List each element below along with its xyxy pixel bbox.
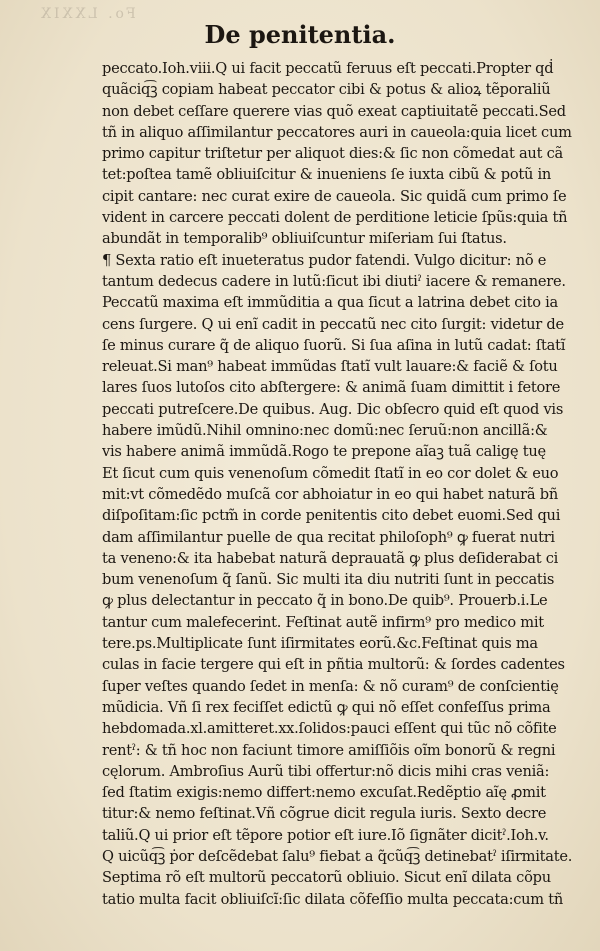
text-line: mit:vt cõmedẽdo muſcã cor abhoiatur in eo qui habet naturã bñ xyxy=(102,485,558,503)
text-line: tantur cum malefecerint. Feſtinat autẽ infirm⁹ pro medico mit xyxy=(102,613,544,631)
folio-number: Fo. LXXIX xyxy=(38,6,136,22)
text-line: Et ſicut cum quis venenoſum cõmedit ſtatĩ in eo cor dolet & euo xyxy=(102,464,559,482)
text-line: cens ſurgere. Q ui enĩ cadit in peccatũ nec cito ſurgit: videtur de xyxy=(102,315,564,333)
text-line: taliũ.Q ui prior eſt tẽpore potior eſt iure.Iõ ſignãter dicitˀ.Ioh.v. xyxy=(102,826,549,844)
text-line: Peccatũ maxima eſt immũditia a qua ſicut a latrina debet cito ia xyxy=(102,294,559,312)
text-line: Q uicũq͡ꝫ ṗor deſcẽdebat ſalu⁹ fiebat a q̃cũq͡ꝫ detinebatˀ iſirmitate. xyxy=(102,847,573,865)
text-line: tantum dedecus cadere in lutũ:ſicut ibi diutiˀ iacere & remanere. xyxy=(102,272,566,290)
text-line: non debet ceſſare querere vias quõ exeat captiuitatẽ peccati.Sed xyxy=(102,102,566,120)
text-line: ſuper veſtes quando ſedet in menſa: & nõ curam⁹ de conſcientię xyxy=(102,677,559,695)
text-line: tñ in aliquo aſſimilantur peccatores auri in caueola:quia licet cum xyxy=(102,123,572,141)
text-line: tet:poſtea tamẽ obliuiſcitur & inueniens ſe iuxta cibũ & potũ in xyxy=(102,166,552,184)
text-line: primo capitur triſtetur per aliquot dies:& ſic non cõmedat aut cã xyxy=(102,145,563,163)
text-line: cęlorum. Ambroſius Aurũ tibi offertur:nõ dicis mihi cras veniã: xyxy=(102,762,550,780)
text-line: titur:& nemo feſtinat.Vñ cõgrue dicit regula iuris. Sexto decre xyxy=(102,805,547,823)
text-line: habere imũdũ.Nihil omnino:nec domũ:nec ſeruũ:non ancillã:& xyxy=(102,422,548,440)
text-line: culas in facie tergere qui eſt in pñtia multorũ: & ſordes cadentes xyxy=(102,656,565,674)
text-line: dam aſſimilantur puelle de qua recitat philoſoph⁹ ꝙ fuerat nutri xyxy=(102,528,555,546)
text-line: ¶ Sexta ratio eſt inueteratus pudor fatendi. Vulgo dicitur: nõ e xyxy=(102,251,547,269)
text-line: ſe minus curare q̃ de aliquo ſuorũ. Si ſua aſina in lutũ cadat: ſtatĩ xyxy=(102,336,566,354)
text-line: lares ſuos lutoſos cito abſtergere: & animã ſuam dimittit i fetore xyxy=(102,379,561,397)
text-line: peccati putreſcere.De quibus. Aug. Dic obſecro quid eſt quod vis xyxy=(102,400,564,418)
text-line: cipit cantare: nec curat exire de caueola. Sic quidã cum primo ſe xyxy=(102,187,567,205)
text-line: tere.ps.Multiplicate ſunt iſirmitates eorũ.&c.Feſtinat quis ma xyxy=(102,635,538,653)
text-line: vident in carcere peccati dolent de perditione leticie ſpũs:quia tñ xyxy=(102,209,568,227)
text-line: ꝙ plus delectantur in peccato q̃ in bono.De quib⁹. Prouerb.i.Le xyxy=(102,592,548,610)
text-line: releuat.Si man⁹ habeat immũdas ſtatĩ vult lauare:& faciẽ & ſotu xyxy=(102,358,558,376)
text-line: mũdicia. Vñ ſi rex feciſſet edictũ ꝙ qui nõ eſſet confeſſus prima xyxy=(102,698,551,716)
text-line: tatio multa facit obliuiſcĩ:ſic dilata cõfeſſio multa peccata:cum tñ xyxy=(102,890,564,908)
text-line: diſpoſitam:ſic pctm̃ in corde penitentis cito debet euomi.Sed qui xyxy=(102,507,561,525)
text-line: bum venenoſum q̃ ſanũ. Sic multi ita diu nutriti ſunt in peccatis xyxy=(102,571,555,589)
text-line: peccato.Ioh.viii.Q ui facit peccatũ feruus eſt peccati.Propter qḋ xyxy=(102,60,554,77)
text-line: vis habere animã immũdã.Rogo te prepone aĩaꝫ tuã caligę tuę xyxy=(102,443,546,461)
text-line: abundãt in temporalib⁹ obliuiſcuntur miſeriam ſui ſtatus. xyxy=(102,230,507,248)
body-text xyxy=(102,58,580,910)
page-header: De penitentia. xyxy=(204,20,396,49)
text-line: quãciq͡ꝫ copiam habeat peccator cibi & potus & alioꝝ tẽporaliũ xyxy=(102,81,551,99)
text-line: Septima rõ eſt multorũ peccatorũ obliuio. Sicut enĩ dilata cõpu xyxy=(102,869,551,887)
text-line: hebdomada.xl.amitteret.xx.ſolidos:pauci eſſent qui tũc nõ cõfite xyxy=(102,720,557,738)
text-line: ta veneno:& ita habebat naturã deprauatã ꝙ plus deſiderabat ci xyxy=(102,549,559,567)
text-line: ſed ſtatim exigis:nemo differt:nemo excuſat.Redẽptio aĩę ꝓmit xyxy=(102,784,546,802)
text-line: rentˀ: & tñ hoc non faciunt timore amiſſiõis oĩm bonorũ & regni xyxy=(102,741,556,759)
